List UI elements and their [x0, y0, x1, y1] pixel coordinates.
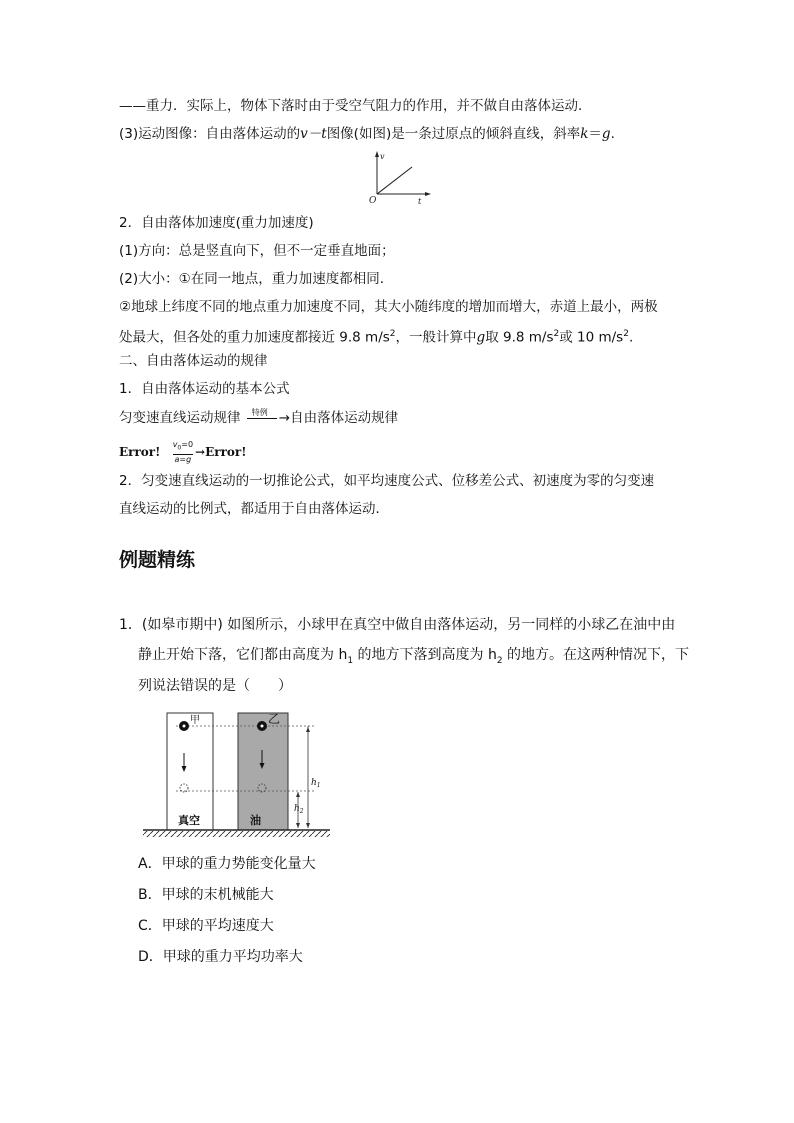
text-segment: 静止开始下落，它们都由高度为 h [138, 647, 348, 663]
frac-top-v: v [172, 440, 178, 449]
label-yi: 乙 [268, 712, 281, 726]
superscript: 2 [623, 329, 629, 339]
special-case-arrow [245, 408, 279, 428]
label-oil: 油 [250, 814, 261, 827]
graph-axis-t-label: t [418, 197, 422, 206]
vt-graph-figure [366, 150, 436, 206]
math-eq: ＝ [588, 126, 602, 142]
text-segment: . [628, 329, 634, 346]
frac-top-eq: =0 [181, 440, 194, 449]
text-line-laws-heading: 二、自由落体运动的规律 [119, 353, 268, 369]
option-b[interactable]: B．甲球的末机械能大 [138, 887, 274, 903]
text-line-error-formula [119, 440, 247, 464]
text-line-motion-graph [119, 124, 615, 144]
vacuum-tube [167, 713, 213, 830]
label-h2: $h_2$ [294, 804, 304, 815]
error-text: Error! [119, 444, 161, 459]
text-line-corollary-2: 直线运动的比例式，都适用于自由落体运动． [119, 501, 389, 517]
arrow-label: 特例 [251, 408, 268, 417]
graph-origin-label: O [369, 196, 377, 206]
label-vacuum: 真空 [178, 814, 200, 827]
math-g: g [476, 329, 486, 346]
text-line-values [119, 324, 633, 348]
text-segment: 取 9.8 m/s [485, 329, 554, 346]
graph-axis-v-label: v [380, 152, 385, 161]
option-c[interactable]: C．甲球的平均速度大 [138, 918, 274, 934]
subscript: 1 [347, 655, 354, 666]
question-line-2 [138, 645, 689, 671]
text-segment: 的地方。在这两种情况下，下 [502, 647, 690, 663]
label-jia: 甲 [190, 715, 200, 726]
math-g: g [601, 126, 611, 142]
text-segment: 匀变速直线运动规律 [119, 410, 241, 426]
label-h1: $h_1$ [311, 778, 321, 789]
text-segment: . [610, 126, 615, 142]
text-segment: (3)运动图像：自由落体运动的 [119, 126, 301, 142]
text-segment: 图像(如图)是一条过原点的倾斜直线，斜率 [326, 126, 581, 142]
text-line-direction: (1)方向：总是竖直向下，但不一定垂直地面； [119, 243, 395, 259]
text-segment: →自由落体运动规律 [278, 410, 399, 426]
falling-ball-figure [138, 708, 338, 842]
text-segment: 的地方下落到高度为 h [353, 647, 497, 663]
frac-top-sub: 0 [177, 444, 182, 452]
text-line-1: ——重力．实际上，物体下落时由于受空气阻力的作用，并不做自由落体运动． [119, 98, 592, 114]
text-segment: ，一般计算中 [395, 329, 477, 346]
text-segment: 处最大，但各处的重力加速度都接近 9.8 m/s [119, 329, 390, 346]
superscript: 2 [389, 329, 396, 339]
text-line-latitude: ②地球上纬度不同的地点重力加速度不同，其大小随纬度的增加而增大，赤道上最小，两极 [119, 299, 658, 315]
text-line-formula-heading: 1．自由落体运动的基本公式 [119, 381, 290, 397]
subscript: 2 [496, 655, 503, 666]
option-d[interactable]: D．甲球的重力平均功率大 [138, 949, 303, 965]
math-k: k [580, 126, 589, 142]
text-line-corollary-1: 2．匀变速直线运动的一切推论公式，如平均速度公式、位移差公式、初速度为零的匀变速 [119, 473, 655, 489]
text-line-special-case [119, 408, 398, 428]
section-title: 例题精练 [119, 549, 196, 571]
frac-bottom: a=g [174, 454, 192, 464]
text-line-magnitude: (2)大小：①在同一地点，重力加速度都相同． [119, 271, 394, 287]
text-segment: 或 10 m/s [559, 329, 624, 346]
superscript: 2 [553, 329, 560, 339]
error-text: →Error! [195, 444, 247, 459]
question-line-3: 列说法错误的是（ ） [138, 678, 292, 694]
condition-fraction [173, 440, 193, 464]
question-line-1: 1．(如皋市期中) 如图所示，小球甲在真空中做自由落体运动，另一同样的小球乙在油中由 [119, 617, 676, 633]
option-a[interactable]: A．甲球的重力势能变化量大 [138, 856, 316, 872]
text-line-accel-heading: 2．自由落体加速度(重力加速度) [119, 215, 314, 231]
math-vt: v－t [300, 126, 327, 142]
